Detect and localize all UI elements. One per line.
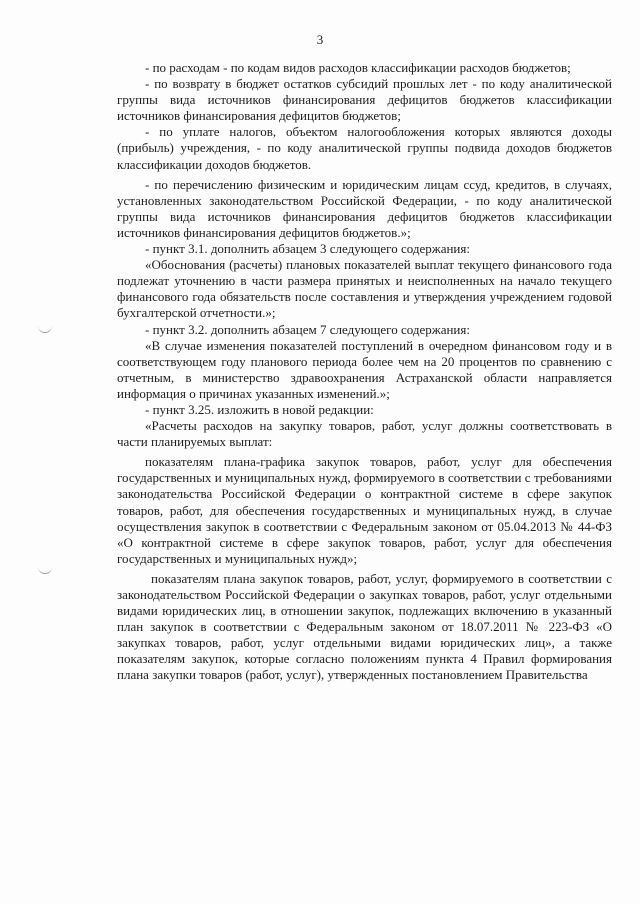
paragraph-procurement-schedule: показателям плана-графика закупок товаров, работ, услуг для обеспечения государственных и муниципальных нужд, формируемого в соответствии с требованиями законодательства Российской Федерации о контрактной системе в сфере закупок товаров, работ, для обеспечения государственных и муниципальных нужд, в случае осуществления закупок в соответствии с Федеральным законом от 05.04.2013 № 44-ФЗ «О контрактной системе в сфере закупок товаров, работ, услуг для обеспечения государственных и муниципальных нужд»; (117, 454, 612, 566)
document-body (117, 60, 612, 684)
paragraph-item-3-2: - пункт 3.2. дополнить абзацем 7 следующего содержания: (145, 321, 470, 337)
paragraph-expenses: - по расходам - по кодам видов расходов классификации расходов бюджетов; (145, 60, 571, 75)
paragraph-item-3-1: - пункт 3.1. дополнить абзацем 3 следующего содержания: (145, 241, 470, 257)
paragraph-item-3-25: - пункт 3.25. изложить в новой редакции: (145, 401, 374, 417)
paragraph-justifications: «Обоснования (расчеты) плановых показателей выплат текущего финансового года подлежат уточнению в части размера принятых и неисполненных на начало текущего финансового года обязательств после составления и утверждения учреждением годовой бухгалтерской отчетности.»; (117, 257, 612, 321)
paragraph-procurement-calc: «Расчеты расходов на закупку товаров, работ, услуг должны соответствовать в части планируемых выплат: (117, 418, 612, 450)
margin-scan-mark (38, 567, 52, 574)
paragraph-procurement-plan: показателям плана закупок товаров, работ, услуг, формируемого в соответствии с законодательством Российской Федерации о закупках товаров, работ, услуг отдельными видами юридических лиц, в отношении закупок, подлежащих включению в указанный план закупок в соответствии с Федеральным законом от 18.07.2011 № 223-ФЗ «О закупках товаров, работ, услуг отдельными видами юридических лиц», а также показателям закупок, которые согласно положениям пункта 4 Правил формирования плана закупки товаров (работ, услуг), утвержденных постановлением Правительства (117, 570, 612, 683)
margin-scan-mark (38, 326, 52, 333)
paragraph-loans: - по перечислению физическим и юридическим лицам ссуд, кредитов, в случаях, установленных законодательством Российской Федерации, - по коду аналитической группы вида источников финансирования дефицитов бюджетов классификации источников финансирования дефицитов бюджетов.»; (117, 176, 612, 240)
paragraph-income-change: «В случае изменения показателей поступлений в очередном финансовом году и в соответствующем году планового периода более чем на 20 процентов по сравнению с отчетным, в министерство здравоохранения Астраханской области направляется информация о причинах указанных изменений.»; (117, 337, 612, 401)
paragraph-tax-payment: - по уплате налогов, объектом налогообложения которых являются доходы (прибыль) учреждения, - по коду аналитической группы подвида доходов бюджетов классификации доходов бюджетов. (117, 124, 612, 172)
page-number: 3 (316, 32, 324, 47)
paragraph-subsidy-return: - по возврату в бюджет остатков субсидий прошлых лет - по коду аналитической группы вида источников финансирования дефицитов бюджетов классификации источников финансирования дефицитов бюджетов; (117, 76, 612, 124)
